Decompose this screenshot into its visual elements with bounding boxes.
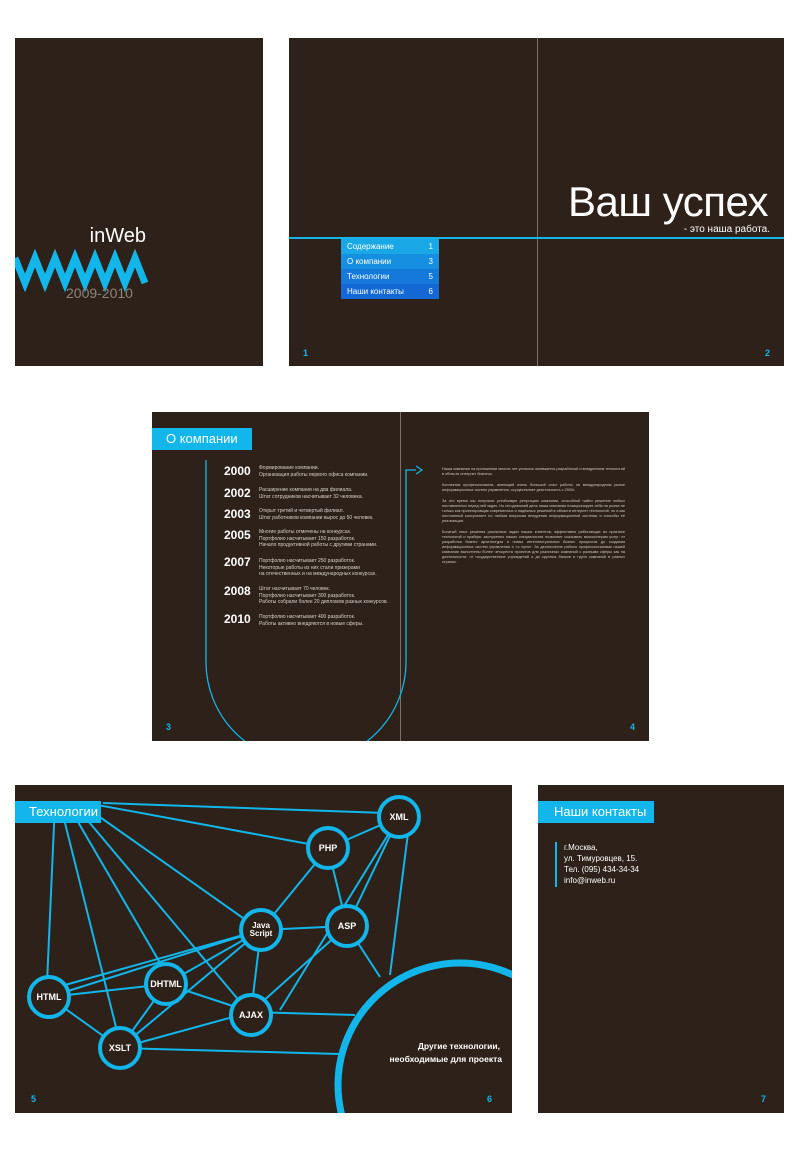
timeline-loop: [152, 412, 649, 741]
contacts-page: [538, 785, 784, 1113]
page-number-5: 5: [31, 1094, 37, 1104]
toc-item-tech[interactable]: [341, 269, 439, 284]
timeline-year: 2000: [224, 464, 251, 478]
page-number-7: 7: [760, 1094, 766, 1104]
toc-page: 3: [428, 257, 433, 266]
toc-item-about[interactable]: [341, 254, 439, 269]
timeline-year: 2010: [224, 612, 251, 626]
tech-network: [15, 785, 512, 1113]
contacts-accent-bar: [555, 842, 557, 887]
toc-label: Содержание: [347, 242, 394, 251]
about-paragraph: Богатый опыт решения различных задач наших клиентов, эффективно работающих во практике технологий и прайфа: заслуженно наших специалистов позволяет сказывать миссионерам услуг: от разработки бизнес архитектуры и новых интеллектуальных бизнес процессов до создания информационных систем управления и «с нуля». За десятилетие работы профессионалами нашей компании выполнены более четыреста проектов для различных компаний с разными сферы как на деятельности: от государственных учреждений и до крупных банков и групп компаний в разных странах.: [442, 530, 625, 564]
toc-page: 6: [428, 287, 433, 296]
page-number-3: 3: [166, 722, 172, 732]
contact-street: ул. Тимуровцев, 15.: [564, 854, 638, 863]
contact-city: г.Москва,: [564, 843, 598, 852]
timeline-year: 2007: [224, 555, 251, 569]
tagline: - это наша работа.: [683, 224, 770, 235]
headline: Ваш успех: [568, 178, 768, 225]
timeline-year: 2005: [224, 528, 251, 542]
node-label: ASP: [337, 921, 357, 931]
timeline-year: 2002: [224, 486, 251, 500]
toc-label: Наши контакты: [347, 287, 404, 296]
tech-spread: [15, 785, 512, 1113]
toc-page: 1: [428, 242, 433, 251]
cover-wave-logo: [15, 243, 263, 303]
node-label: HTML: [36, 992, 62, 1002]
toc-item-contacts[interactable]: [341, 284, 439, 299]
cover-brand: inWeb: [89, 225, 146, 247]
contact-phone[interactable]: Тел. (095) 434-34-34: [564, 865, 640, 874]
contacts-block: [564, 842, 639, 886]
spread-fold: [537, 38, 538, 366]
other-tech-line2: необходимые для проекта: [389, 1054, 502, 1064]
timeline-text: Расширение компании на два филиала. Штат сотрудников насчитывает 32 человека.: [259, 487, 363, 500]
toc-item-contents[interactable]: [341, 239, 439, 254]
timeline-year: 2003: [224, 507, 251, 521]
about-title: О компании: [152, 428, 252, 450]
about-paragraph: За это время мы получили устойчивую репутацию компании, способной найти решение любых поставленных перед ней задач. Но сегодняшний день наша компания позиционирует себя на рынке не только как проектировщик современных и надёжных решений в области интернет технологий, но и как постоянный консультант по любым вопросам внедрения информационной системы и способы её реализации.: [442, 499, 625, 523]
node-label-script: Script: [249, 929, 273, 938]
timeline-text: Открыт третий и четвертый филиал. Штат работников компании вырос до 50 человек.: [259, 508, 374, 521]
page-number-1: 1: [303, 348, 309, 358]
other-tech-line1: Другие технологии,: [417, 1041, 500, 1051]
tech-title: Технологии: [15, 801, 101, 823]
cover-page: [15, 38, 263, 366]
about-text-column: [442, 467, 625, 571]
timeline-year: 2008: [224, 584, 251, 598]
title-spread: [289, 38, 784, 366]
contact-email[interactable]: info@inweb.ru: [564, 876, 616, 885]
timeline-text: Многие работы отмечены на конкурсах. Портфолио насчитывает 150 разработок. Начало продуктивной работы с другими странами.: [259, 529, 378, 548]
toc-page: 5: [428, 272, 433, 281]
cover-years: 2009-2010: [66, 285, 133, 301]
timeline-text: Портфолио насчитывает 400 разработок. Работы активно внедряются в новые сферы.: [259, 614, 364, 627]
node-label: XML: [389, 812, 409, 822]
page-number-6: 6: [486, 1094, 492, 1104]
node-label: PHP: [318, 843, 338, 853]
node-label: XSLT: [108, 1043, 132, 1053]
toc-label: О компании: [347, 257, 392, 266]
toc-box: [341, 239, 439, 299]
node-label: DHTML: [150, 979, 182, 989]
page-number-4: 4: [629, 722, 635, 732]
toc-label: Технологии: [347, 272, 390, 281]
about-paragraph: Наша компания на протяжении многих лет успешно занимается разработкой и внедрением технологий в области интернет бизнеса.: [442, 467, 625, 476]
about-paragraph: Коллектив профессионалов, имеющий очень большой опыт работы на международном рынке информационных систем управления, осуществляет деятельность с 2000г.: [442, 483, 625, 492]
contacts-title: Наши контакты: [538, 801, 654, 823]
about-spread: [152, 412, 649, 741]
node-label: AJAX: [238, 1010, 264, 1020]
timeline-text: Формирование компании. Организация работы первого офиса компании.: [259, 465, 369, 478]
timeline-text: Штат насчитывает 70 человек. Портфолио насчитывает 300 разработок. Работы собрали более 20 дипломов разных конкурсов.: [259, 586, 389, 605]
other-tech-circle: [338, 963, 512, 1113]
timeline-text: Портфолио насчитывает 250 разработок. Некоторые работы из них стали призерами на отечественных и на международных конкурсах.: [259, 558, 377, 577]
page-number-2: 2: [764, 348, 770, 358]
node-label-java: Java: [252, 921, 270, 930]
